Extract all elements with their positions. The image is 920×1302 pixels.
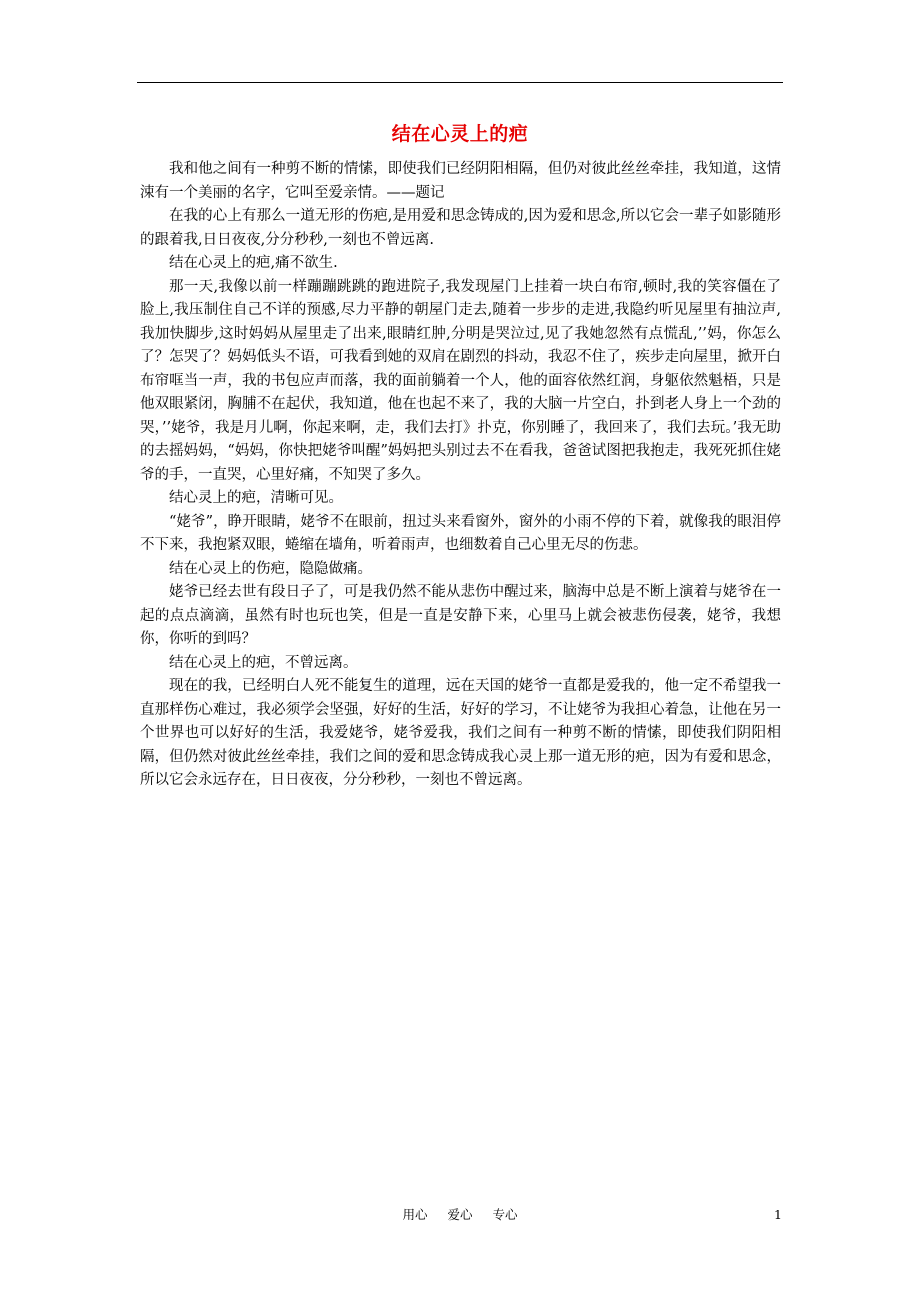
- document-title: 结在心灵上的疤: [391, 123, 529, 145]
- paragraph: 结心灵上的疤，清晰可见。: [169, 490, 343, 506]
- paragraph: 在我的心上有那么一道无形的伤疤,是用爱和思念铸成的,因为爱和思念,所以它会一辈子如影随形的跟着我,日日夜夜,分分秒秒,一刻也不曾远离.: [140, 208, 781, 248]
- footer-motto: 用心 爱心 专心: [402, 1207, 518, 1222]
- paragraph: 结在心灵上的伤疤，隐隐做痛。: [169, 560, 372, 577]
- paragraph-epigraph: 我和他之间有一种剪不断的情愫，即使我们已经阴阳相隔，但仍对彼此丝丝牵挂，我知道，这情涑有一个美丽的名字，它叫至爱亲情。——题记: [140, 161, 781, 201]
- paragraph: 姥爷已经去世有段日子了，可是我仍然不能从悲伤中醒过来，脑海中总是不断上演着与姥爷在一起的点点滴滴，虽然有时也玩也笑，但是一直是安静下来，心里马上就会被悲伤侵袭，姥爷，我想你，你听的到吗？: [140, 584, 781, 647]
- header-rule: [137, 82, 783, 83]
- paragraph: 那一天,我像以前一样蹦蹦跳跳的跑进院子,我发现屋门上挂着一块白布帘,顿时,我的笑容僵在了脸上,我压制住自己不详的预感,尽力平静的朝屋门走去,随着一步步的走进,我隐约听见屋里有抽泣声,我加快脚步,这时妈妈从屋里走了出来,眼睛红肿,分明是哭泣过,见了我她忽然有点慌乱,’’妈，你怎么了？怎哭了？妈妈低头不语，可我看到她的双肩在剧烈的抖动，我忍不住了，疾步走向屋里，掀开白布帘哐当一声，我的书包应声而落，我的面前躺着一个人，他的面容依然红润，身躯依然魁梧，只是他双眼紧闭，胸脯不在起伏，我知道，他在也起不来了，我的大脑一片空白，扑到老人身上一个劲的哭，’’姥爷，我是月儿啊，你起来啊，走，我们去打》扑克，你别睡了，我回来了，我们去玩。’我无助的去摇妈妈，“妈妈，你快把姥爷叫醒”妈妈把头别过去不在看我，爸爸试图把我抱走，我死死抓住姥爷的手，一直哭，心里好痛，不知哭了多久。: [140, 278, 781, 483]
- paragraph: 结在心灵上的疤,痛不欲生.: [169, 255, 338, 271]
- document-body: [140, 158, 781, 793]
- paragraph: 现在的我，已经明白人死不能复生的道理，远在天国的姥爷一直都是爱我的，他一定不希望我一直那样伤心难过，我必须学会坚强，好好的生活，好好的学习，不让姥爷为我担心着急，让他在另一个世界也可以好好的生活，我爱姥爷，姥爷爱我，我们之间有一种剪不断的情愫，即使我们阴阳相隔，但仍然对彼此丝丝牵挂，我们之间的爱和思念铸成我心灵上那一道无形的疤，因为有爱和思念，所以它会永远存在，日日夜夜，分分秒秒，一刻也不曾远离。: [140, 678, 781, 788]
- paragraph: 结在心灵上的疤，不曾远离。: [169, 654, 358, 671]
- page-number: 1: [774, 1207, 782, 1222]
- paragraph: “姥爷”，睁开眼睛，姥爷不在眼前，扭过头来看窗外，窗外的小雨不停的下着，就像我的眼泪停不下来，我抱紧双眼，蜷缩在墙角，听着雨声，也细数着自己心里无尽的伤悲。: [140, 513, 781, 553]
